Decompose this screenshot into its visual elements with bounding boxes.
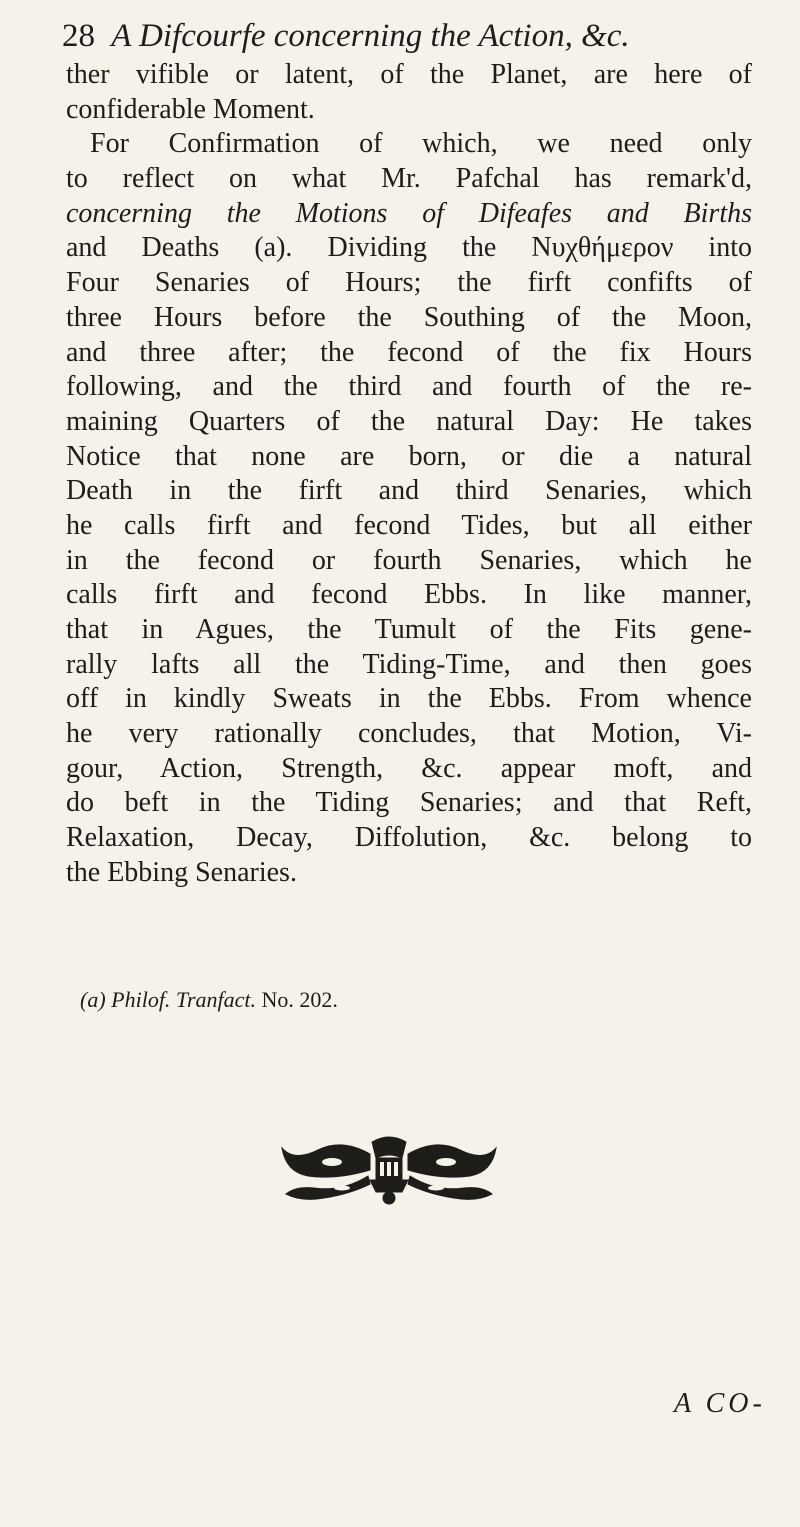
- text-line: maining Quarters of the natural Day: He takes: [66, 405, 752, 437]
- footnote-number: No. 202.: [261, 987, 338, 1012]
- text-line: ther vifible or latent, of the Planet, are here of: [66, 59, 752, 90]
- text-line: concerning the Motions of Difeafes and Births: [66, 197, 752, 229]
- page-number: 28: [62, 18, 95, 54]
- text-line: to reflect on what Mr. Pafchal has remark'd,: [66, 163, 752, 195]
- printers-ornament-icon: [272, 1132, 506, 1206]
- text-line: that in Agues, the Tumult of the Fits gene-: [66, 614, 752, 645]
- text-line: Death in the firft and third Senaries, which: [66, 475, 752, 507]
- body-text: [66, 58, 752, 891]
- running-title: A Difcourfe concerning the Action, &c.: [111, 18, 630, 54]
- footnote-source: Philof. Tranfact.: [111, 987, 257, 1012]
- text-line: the Ebbing Senaries.: [66, 856, 297, 888]
- text-line: Notice that none are born, or die a natural: [66, 440, 752, 472]
- text-line: he very rationally concludes, that Motion, Vi-: [66, 718, 752, 750]
- text-line: three Hours before the Southing of the Moon,: [66, 301, 752, 333]
- catchword: A CO-: [674, 1388, 766, 1419]
- text-line: he calls firft and fecond Tides, but all either: [66, 509, 752, 541]
- text-line: rally lafts all the Tiding-Time, and then goes: [66, 648, 752, 680]
- text-line: in the fecond or fourth Senaries, which he: [66, 544, 752, 576]
- text-line: following, and the third and fourth of the re-: [66, 371, 752, 403]
- text-line: off in kindly Sweats in the Ebbs. From whence: [66, 683, 752, 715]
- text-line: calls firft and fecond Ebbs. In like manner,: [66, 579, 752, 611]
- text-line: For Confirmation of which, we need only: [90, 128, 752, 160]
- text-line: gour, Action, Strength, &c. appear moft, and: [66, 752, 752, 784]
- text-line: Four Senaries of Hours; the firft confifts of: [66, 267, 752, 299]
- footnote-mark: (a): [80, 987, 106, 1012]
- text-line: and three after; the fecond of the fix Hours: [66, 336, 752, 368]
- text-line: confiderable Moment.: [66, 93, 315, 125]
- text-line: Relaxation, Decay, Diffolution, &c. belong to: [66, 822, 752, 854]
- text-line: and Deaths (a). Dividing the Νυχθήμερον into: [66, 232, 752, 264]
- footnote: [80, 985, 338, 1015]
- running-header: [62, 14, 752, 58]
- text-line: do beft in the Tiding Senaries; and that Reft,: [66, 787, 752, 819]
